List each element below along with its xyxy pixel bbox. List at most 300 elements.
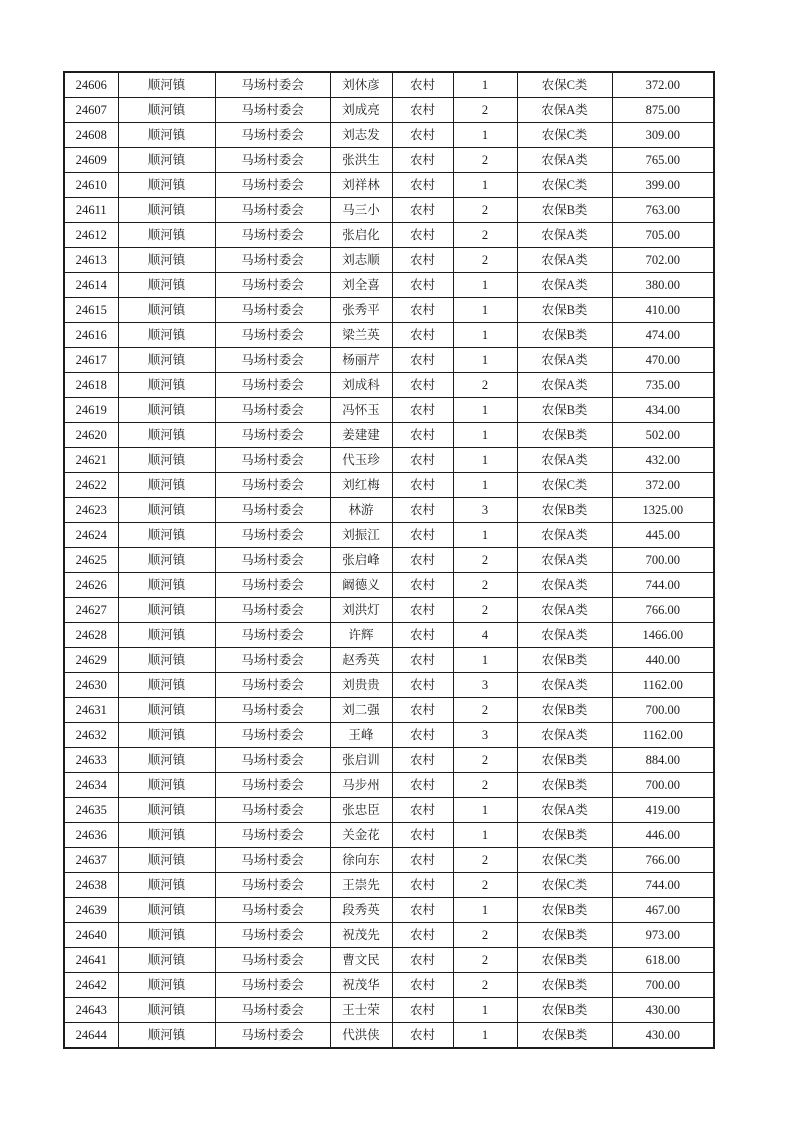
table-cell-person-count: 2 [453,598,517,623]
table-cell-record-id: 24628 [64,623,118,648]
table-cell-town: 顺河镇 [118,923,215,948]
table-body [64,72,714,1048]
table-cell-residence-type: 农村 [392,898,453,923]
table-cell-residence-type: 农村 [392,298,453,323]
table-cell-residence-type: 农村 [392,473,453,498]
table-row [64,648,714,673]
table-cell-person-count: 2 [453,873,517,898]
table-cell-village-committee: 马场村委会 [215,1023,330,1049]
table-cell-town: 顺河镇 [118,998,215,1023]
table-cell-record-id: 24640 [64,923,118,948]
table-row [64,148,714,173]
table-cell-amount: 432.00 [612,448,714,473]
table-cell-insurance-category: 农保A类 [517,548,612,573]
table-cell-person-name: 刘志顺 [330,248,392,273]
table-row [64,598,714,623]
table-cell-village-committee: 马场村委会 [215,873,330,898]
table-cell-residence-type: 农村 [392,98,453,123]
table-cell-person-count: 2 [453,773,517,798]
table-cell-village-committee: 马场村委会 [215,273,330,298]
table-cell-record-id: 24618 [64,373,118,398]
table-cell-person-name: 张启峰 [330,548,392,573]
table-cell-person-name: 刘振江 [330,523,392,548]
table-cell-person-count: 1 [453,523,517,548]
table-cell-town: 顺河镇 [118,948,215,973]
table-cell-insurance-category: 农保B类 [517,698,612,723]
table-cell-residence-type: 农村 [392,698,453,723]
table-cell-insurance-category: 农保B类 [517,823,612,848]
table-cell-person-count: 2 [453,98,517,123]
table-cell-amount: 372.00 [612,72,714,98]
table-cell-record-id: 24608 [64,123,118,148]
table-cell-amount: 440.00 [612,648,714,673]
table-cell-town: 顺河镇 [118,623,215,648]
table-row [64,748,714,773]
table-cell-village-committee: 马场村委会 [215,548,330,573]
table-row [64,273,714,298]
table-row [64,873,714,898]
table-cell-person-count: 1 [453,398,517,423]
table-cell-person-count: 1 [453,298,517,323]
table-cell-town: 顺河镇 [118,198,215,223]
table-cell-person-count: 1 [453,273,517,298]
table-cell-person-count: 1 [453,423,517,448]
table-cell-record-id: 24624 [64,523,118,548]
table-row [64,523,714,548]
table-cell-person-count: 1 [453,123,517,148]
table-cell-amount: 705.00 [612,223,714,248]
table-cell-person-count: 2 [453,548,517,573]
table-cell-residence-type: 农村 [392,823,453,848]
table-cell-person-name: 徐向东 [330,848,392,873]
table-cell-insurance-category: 农保B类 [517,398,612,423]
table-cell-village-committee: 马场村委会 [215,598,330,623]
table-cell-village-committee: 马场村委会 [215,398,330,423]
table-cell-town: 顺河镇 [118,423,215,448]
table-cell-residence-type: 农村 [392,523,453,548]
table-cell-insurance-category: 农保A类 [517,273,612,298]
table-cell-residence-type: 农村 [392,648,453,673]
table-cell-record-id: 24627 [64,598,118,623]
table-cell-person-count: 1 [453,648,517,673]
table-cell-town: 顺河镇 [118,1023,215,1049]
table-cell-insurance-category: 农保A类 [517,373,612,398]
table-cell-village-committee: 马场村委会 [215,673,330,698]
table-cell-person-count: 1 [453,473,517,498]
table-cell-person-name: 刘休彦 [330,72,392,98]
table-cell-amount: 380.00 [612,273,714,298]
table-cell-record-id: 24641 [64,948,118,973]
table-row [64,898,714,923]
table-cell-amount: 309.00 [612,123,714,148]
table-cell-village-committee: 马场村委会 [215,148,330,173]
table-cell-insurance-category: 农保A类 [517,598,612,623]
table-cell-person-count: 2 [453,973,517,998]
table-cell-person-count: 2 [453,573,517,598]
table-cell-insurance-category: 农保C类 [517,72,612,98]
table-cell-village-committee: 马场村委会 [215,948,330,973]
table-cell-town: 顺河镇 [118,598,215,623]
table-row [64,473,714,498]
table-cell-village-committee: 马场村委会 [215,773,330,798]
table-cell-amount: 766.00 [612,598,714,623]
table-cell-village-committee: 马场村委会 [215,998,330,1023]
table-cell-village-committee: 马场村委会 [215,198,330,223]
table-cell-record-id: 24621 [64,448,118,473]
table-cell-insurance-category: 农保B类 [517,323,612,348]
table-cell-village-committee: 马场村委会 [215,848,330,873]
table-cell-town: 顺河镇 [118,98,215,123]
table-cell-village-committee: 马场村委会 [215,973,330,998]
table-row [64,323,714,348]
table-cell-person-count: 2 [453,148,517,173]
table-cell-residence-type: 农村 [392,248,453,273]
table-cell-insurance-category: 农保A类 [517,448,612,473]
table-cell-person-count: 1 [453,348,517,373]
table-cell-amount: 618.00 [612,948,714,973]
table-cell-insurance-category: 农保B类 [517,498,612,523]
table-cell-record-id: 24615 [64,298,118,323]
table-cell-person-count: 1 [453,448,517,473]
table-row [64,448,714,473]
table-cell-record-id: 24617 [64,348,118,373]
table-cell-residence-type: 农村 [392,498,453,523]
table-row [64,373,714,398]
table-cell-record-id: 24613 [64,248,118,273]
table-cell-amount: 474.00 [612,323,714,348]
table-cell-residence-type: 农村 [392,998,453,1023]
table-cell-village-committee: 马场村委会 [215,98,330,123]
table-cell-amount: 766.00 [612,848,714,873]
table-cell-village-committee: 马场村委会 [215,923,330,948]
table-cell-record-id: 24630 [64,673,118,698]
table-cell-insurance-category: 农保A类 [517,223,612,248]
table-cell-person-count: 1 [453,898,517,923]
table-cell-insurance-category: 农保A类 [517,148,612,173]
table-cell-amount: 875.00 [612,98,714,123]
table-cell-residence-type: 农村 [392,723,453,748]
table-cell-person-count: 4 [453,623,517,648]
table-cell-town: 顺河镇 [118,473,215,498]
table-cell-village-committee: 马场村委会 [215,748,330,773]
table-cell-person-name: 梁兰英 [330,323,392,348]
table-row [64,623,714,648]
table-row [64,423,714,448]
table-cell-person-count: 2 [453,373,517,398]
table-cell-person-name: 王峰 [330,723,392,748]
table-cell-person-name: 林游 [330,498,392,523]
table-cell-record-id: 24619 [64,398,118,423]
table-cell-town: 顺河镇 [118,523,215,548]
table-cell-person-count: 3 [453,723,517,748]
table-cell-amount: 399.00 [612,173,714,198]
table-row [64,248,714,273]
table-cell-record-id: 24643 [64,998,118,1023]
table-cell-town: 顺河镇 [118,698,215,723]
table-cell-insurance-category: 农保C类 [517,123,612,148]
table-row [64,823,714,848]
table-cell-village-committee: 马场村委会 [215,573,330,598]
table-cell-record-id: 24626 [64,573,118,598]
table-cell-person-count: 1 [453,823,517,848]
table-cell-person-count: 2 [453,748,517,773]
table-cell-insurance-category: 农保A类 [517,248,612,273]
table-cell-amount: 470.00 [612,348,714,373]
table-row [64,573,714,598]
table-cell-town: 顺河镇 [118,773,215,798]
table-cell-person-name: 杨丽芹 [330,348,392,373]
table-cell-person-name: 王士荣 [330,998,392,1023]
table-row [64,723,714,748]
table-cell-residence-type: 农村 [392,1023,453,1049]
table-cell-record-id: 24616 [64,323,118,348]
table-cell-person-name: 马步州 [330,773,392,798]
table-cell-town: 顺河镇 [118,823,215,848]
table-cell-village-committee: 马场村委会 [215,323,330,348]
table-cell-town: 顺河镇 [118,123,215,148]
table-cell-village-committee: 马场村委会 [215,448,330,473]
table-row [64,1023,714,1049]
table-row [64,698,714,723]
table-cell-amount: 744.00 [612,573,714,598]
table-cell-person-name: 姜建建 [330,423,392,448]
table-cell-record-id: 24644 [64,1023,118,1049]
table-cell-person-count: 1 [453,323,517,348]
table-cell-insurance-category: 农保B类 [517,998,612,1023]
table-cell-town: 顺河镇 [118,223,215,248]
table-row [64,998,714,1023]
table-cell-record-id: 24633 [64,748,118,773]
table-cell-village-committee: 马场村委会 [215,348,330,373]
table-cell-record-id: 24612 [64,223,118,248]
table-cell-village-committee: 马场村委会 [215,498,330,523]
table-cell-insurance-category: 农保A类 [517,98,612,123]
table-cell-village-committee: 马场村委会 [215,823,330,848]
table-row [64,198,714,223]
table-cell-village-committee: 马场村委会 [215,623,330,648]
table-cell-town: 顺河镇 [118,248,215,273]
table-cell-insurance-category: 农保B类 [517,923,612,948]
table-cell-person-count: 1 [453,72,517,98]
table-cell-person-name: 祝茂华 [330,973,392,998]
table-cell-residence-type: 农村 [392,198,453,223]
table-cell-village-committee: 马场村委会 [215,223,330,248]
table-cell-person-name: 代玉珍 [330,448,392,473]
table-cell-record-id: 24607 [64,98,118,123]
table-cell-residence-type: 农村 [392,673,453,698]
table-cell-amount: 410.00 [612,298,714,323]
table-cell-person-name: 段秀英 [330,898,392,923]
table-cell-insurance-category: 农保B类 [517,748,612,773]
table-cell-town: 顺河镇 [118,298,215,323]
table-row [64,948,714,973]
table-cell-record-id: 24637 [64,848,118,873]
table-cell-amount: 446.00 [612,823,714,848]
table-cell-amount: 765.00 [612,148,714,173]
table-cell-insurance-category: 农保B类 [517,898,612,923]
table-cell-insurance-category: 农保B类 [517,298,612,323]
subsidy-table [63,71,715,1049]
table-cell-insurance-category: 农保A类 [517,623,612,648]
table-cell-record-id: 24625 [64,548,118,573]
table-cell-town: 顺河镇 [118,173,215,198]
table-cell-insurance-category: 农保C类 [517,173,612,198]
table-cell-record-id: 24639 [64,898,118,923]
table-cell-person-name: 王崇先 [330,873,392,898]
table-cell-person-name: 刘贵贵 [330,673,392,698]
table-cell-residence-type: 农村 [392,323,453,348]
table-cell-residence-type: 农村 [392,573,453,598]
table-cell-person-name: 刘志发 [330,123,392,148]
table-row [64,673,714,698]
table-cell-town: 顺河镇 [118,873,215,898]
table-cell-town: 顺河镇 [118,548,215,573]
table-cell-insurance-category: 农保A类 [517,798,612,823]
table-cell-village-committee: 马场村委会 [215,72,330,98]
table-row [64,848,714,873]
table-cell-town: 顺河镇 [118,748,215,773]
table-cell-town: 顺河镇 [118,798,215,823]
table-cell-record-id: 24620 [64,423,118,448]
table-cell-person-name: 马三小 [330,198,392,223]
table-cell-amount: 700.00 [612,973,714,998]
table-cell-record-id: 24623 [64,498,118,523]
table-cell-village-committee: 马场村委会 [215,473,330,498]
table-cell-person-name: 张启化 [330,223,392,248]
table-cell-person-name: 刘成亮 [330,98,392,123]
table-cell-person-name: 祝茂先 [330,923,392,948]
table-cell-person-count: 2 [453,698,517,723]
table-cell-amount: 884.00 [612,748,714,773]
table-cell-person-count: 3 [453,673,517,698]
table-cell-town: 顺河镇 [118,573,215,598]
table-cell-amount: 700.00 [612,698,714,723]
table-cell-village-committee: 马场村委会 [215,648,330,673]
table-cell-insurance-category: 农保B类 [517,773,612,798]
table-cell-person-name: 许辉 [330,623,392,648]
table-cell-person-name: 张启训 [330,748,392,773]
table-cell-record-id: 24609 [64,148,118,173]
table-cell-residence-type: 农村 [392,598,453,623]
table-cell-amount: 1466.00 [612,623,714,648]
table-cell-amount: 1162.00 [612,673,714,698]
table-cell-record-id: 24622 [64,473,118,498]
table-cell-town: 顺河镇 [118,348,215,373]
table-cell-town: 顺河镇 [118,448,215,473]
table-cell-residence-type: 农村 [392,398,453,423]
table-cell-town: 顺河镇 [118,648,215,673]
table-cell-village-committee: 马场村委会 [215,523,330,548]
table-cell-insurance-category: 农保B类 [517,1023,612,1049]
table-cell-person-count: 3 [453,498,517,523]
table-cell-record-id: 24632 [64,723,118,748]
table-cell-insurance-category: 农保C类 [517,848,612,873]
table-cell-amount: 702.00 [612,248,714,273]
table-cell-person-name: 刘祥林 [330,173,392,198]
table-cell-residence-type: 农村 [392,548,453,573]
table-cell-village-committee: 马场村委会 [215,248,330,273]
table-cell-amount: 372.00 [612,473,714,498]
table-cell-person-name: 曹文民 [330,948,392,973]
table-cell-amount: 763.00 [612,198,714,223]
table-row [64,298,714,323]
table-row [64,72,714,98]
table-cell-person-name: 刘全喜 [330,273,392,298]
table-cell-insurance-category: 农保B类 [517,948,612,973]
table-cell-amount: 434.00 [612,398,714,423]
table-cell-village-committee: 马场村委会 [215,798,330,823]
table-cell-residence-type: 农村 [392,348,453,373]
table-cell-person-count: 1 [453,998,517,1023]
table-cell-record-id: 24629 [64,648,118,673]
table-row [64,923,714,948]
table-cell-amount: 430.00 [612,1023,714,1049]
table-cell-residence-type: 农村 [392,623,453,648]
table-row [64,98,714,123]
table-cell-insurance-category: 农保A类 [517,723,612,748]
table-row [64,498,714,523]
table-cell-town: 顺河镇 [118,673,215,698]
table-cell-record-id: 24636 [64,823,118,848]
table-cell-record-id: 24606 [64,72,118,98]
table-cell-person-name: 张秀平 [330,298,392,323]
table-cell-village-committee: 马场村委会 [215,723,330,748]
table-cell-village-committee: 马场村委会 [215,123,330,148]
table-cell-amount: 744.00 [612,873,714,898]
table-row [64,773,714,798]
table-cell-person-count: 2 [453,848,517,873]
table-cell-village-committee: 马场村委会 [215,898,330,923]
table-cell-person-count: 1 [453,173,517,198]
table-cell-town: 顺河镇 [118,148,215,173]
table-cell-person-name: 刘红梅 [330,473,392,498]
table-cell-town: 顺河镇 [118,323,215,348]
table-cell-amount: 735.00 [612,373,714,398]
table-cell-residence-type: 农村 [392,72,453,98]
table-cell-person-name: 冯怀玉 [330,398,392,423]
table-cell-residence-type: 农村 [392,423,453,448]
table-cell-amount: 973.00 [612,923,714,948]
table-cell-residence-type: 农村 [392,973,453,998]
table-cell-amount: 445.00 [612,523,714,548]
table-cell-town: 顺河镇 [118,898,215,923]
table-cell-insurance-category: 农保B类 [517,198,612,223]
table-row [64,173,714,198]
table-row [64,223,714,248]
table-cell-person-count: 1 [453,1023,517,1049]
table-cell-residence-type: 农村 [392,948,453,973]
table-cell-insurance-category: 农保B类 [517,423,612,448]
table-cell-town: 顺河镇 [118,848,215,873]
table-cell-insurance-category: 农保B类 [517,648,612,673]
table-cell-person-name: 刘二强 [330,698,392,723]
table-cell-residence-type: 农村 [392,773,453,798]
table-cell-person-name: 张忠臣 [330,798,392,823]
table-cell-town: 顺河镇 [118,973,215,998]
table-cell-person-name: 刘成科 [330,373,392,398]
table-row [64,798,714,823]
table-row [64,548,714,573]
table-cell-amount: 467.00 [612,898,714,923]
table-cell-town: 顺河镇 [118,398,215,423]
table-cell-person-count: 2 [453,198,517,223]
table-cell-residence-type: 农村 [392,273,453,298]
table-cell-village-committee: 马场村委会 [215,423,330,448]
table-cell-residence-type: 农村 [392,798,453,823]
table-cell-person-name: 赵秀英 [330,648,392,673]
table-cell-record-id: 24610 [64,173,118,198]
table-cell-record-id: 24642 [64,973,118,998]
